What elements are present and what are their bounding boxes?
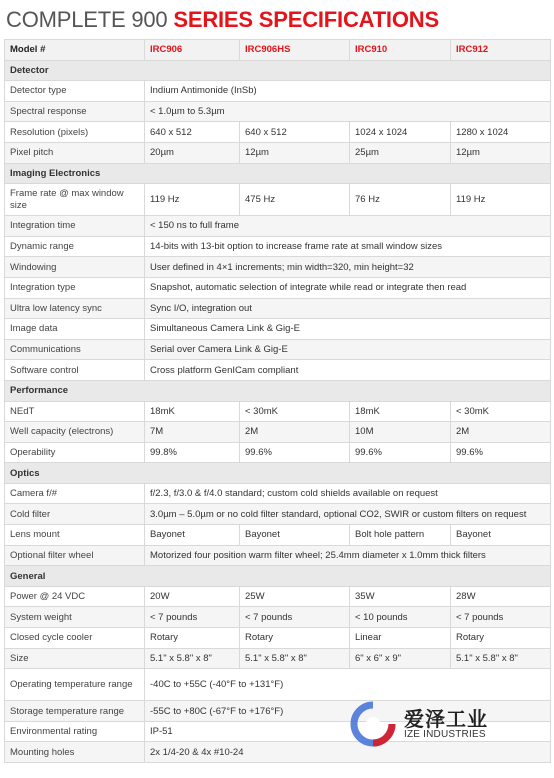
spec-value: 35W <box>350 586 451 607</box>
table-row <box>5 525 551 546</box>
row-label: System weight <box>5 607 145 628</box>
spec-value: 99.8% <box>145 442 240 463</box>
spec-value: 5.1" x 5.8" x 8" <box>145 648 240 669</box>
table-row <box>5 236 551 257</box>
spec-value: < 1.0µm to 5.3µm <box>145 101 551 122</box>
spec-value: 25W <box>240 586 350 607</box>
watermark-logo <box>344 697 554 757</box>
spec-value: -55C to +80C (-67°F to +176°F) <box>145 701 551 722</box>
table-row <box>5 142 551 163</box>
row-label: Storage temperature range <box>5 701 145 722</box>
spec-value: 10M <box>350 422 451 443</box>
spec-value: < 7 pounds <box>451 607 551 628</box>
table-row <box>5 504 551 525</box>
spec-value: 99.6% <box>350 442 451 463</box>
table-row <box>5 339 551 360</box>
table-row <box>5 628 551 649</box>
spec-value: 1024 x 1024 <box>350 122 451 143</box>
table-row <box>5 483 551 504</box>
section-header-row <box>5 380 551 401</box>
table-header-row <box>5 40 551 61</box>
row-label: Closed cycle cooler <box>5 628 145 649</box>
section-title: Detector <box>5 60 551 81</box>
row-label: Operating temperature range <box>5 669 145 701</box>
section-title: Imaging Electronics <box>5 163 551 184</box>
spec-value: 119 Hz <box>451 184 551 216</box>
spec-value: 2x 1/4-20 & 4x #10-24 <box>145 742 551 763</box>
spec-value: User defined in 4×1 increments; min width=320, min height=32 <box>145 257 551 278</box>
spec-value: IP-51 <box>145 721 551 742</box>
table-row <box>5 319 551 340</box>
table-row <box>5 184 551 216</box>
spec-table <box>4 39 551 763</box>
spec-value: 2M <box>240 422 350 443</box>
spec-value: Rotary <box>240 628 350 649</box>
section-title: Optics <box>5 463 551 484</box>
spec-value: 76 Hz <box>350 184 451 216</box>
spec-value: < 150 ns to full frame <box>145 216 551 237</box>
row-label: Integration type <box>5 277 145 298</box>
row-label: Image data <box>5 319 145 340</box>
spec-value: 6" x 6" x 9" <box>350 648 451 669</box>
spec-value: Bayonet <box>240 525 350 546</box>
spec-value: 640 x 512 <box>240 122 350 143</box>
spec-value: 1280 x 1024 <box>451 122 551 143</box>
spec-value: 3.0µm – 5.0µm or no cold filter standard, optional CO2, SWIR or custom filters on request <box>145 504 551 525</box>
row-label: Detector type <box>5 81 145 102</box>
spec-value: Cross platform GenICam compliant <box>145 360 551 381</box>
model-header-label: Model # <box>5 40 145 61</box>
spec-value: Indium Antimonide (InSb) <box>145 81 551 102</box>
spec-value: 640 x 512 <box>145 122 240 143</box>
row-label: Mounting holes <box>5 742 145 763</box>
spec-value: Bayonet <box>451 525 551 546</box>
table-row <box>5 277 551 298</box>
spec-value: 119 Hz <box>145 184 240 216</box>
spec-value: Rotary <box>451 628 551 649</box>
table-row <box>5 360 551 381</box>
spec-value: 20µm <box>145 142 240 163</box>
row-label: Windowing <box>5 257 145 278</box>
spec-value: Serial over Camera Link & Gig-E <box>145 339 551 360</box>
spec-value: 25µm <box>350 142 451 163</box>
spec-value: < 30mK <box>451 401 551 422</box>
spec-value: 12µm <box>240 142 350 163</box>
section-header-row <box>5 163 551 184</box>
page-title <box>6 4 439 36</box>
model-column-header: IRC910 <box>350 40 451 61</box>
section-header-row <box>5 60 551 81</box>
table-row <box>5 101 551 122</box>
title-emphasis: SERIES SPECIFICATIONS <box>173 7 439 32</box>
spec-value: Sync I/O, integration out <box>145 298 551 319</box>
row-label: Well capacity (electrons) <box>5 422 145 443</box>
row-label: Optional filter wheel <box>5 545 145 566</box>
spec-value: 20W <box>145 586 240 607</box>
spec-value: 14-bits with 13-bit option to increase frame rate at small window sizes <box>145 236 551 257</box>
table-row <box>5 607 551 628</box>
table-row <box>5 586 551 607</box>
table-row <box>5 422 551 443</box>
row-label: Ultra low latency sync <box>5 298 145 319</box>
section-header-row <box>5 463 551 484</box>
model-column-header: IRC906HS <box>240 40 350 61</box>
watermark-english-name: IZE INDUSTRIES <box>404 729 486 740</box>
spec-value: Snapshot, automatic selection of integrate while read or integrate then read <box>145 277 551 298</box>
table-row <box>5 257 551 278</box>
spec-value: 2M <box>451 422 551 443</box>
section-title: General <box>5 566 551 587</box>
table-row <box>5 648 551 669</box>
spec-value: 99.6% <box>451 442 551 463</box>
spec-value: Bolt hole pattern <box>350 525 451 546</box>
title-prefix: COMPLETE 900 <box>6 7 168 32</box>
spec-value: Bayonet <box>145 525 240 546</box>
row-label: Size <box>5 648 145 669</box>
spec-value: Motorized four position warm filter wheel; 25.4mm diameter x 1.0mm thick filters <box>145 545 551 566</box>
spec-value: 18mK <box>350 401 451 422</box>
spec-value: Linear <box>350 628 451 649</box>
table-row <box>5 401 551 422</box>
spec-value: < 7 pounds <box>145 607 240 628</box>
spec-value: 99.6% <box>240 442 350 463</box>
spec-value: < 7 pounds <box>240 607 350 628</box>
table-row <box>5 442 551 463</box>
table-row <box>5 669 551 701</box>
spec-value: Simultaneous Camera Link & Gig-E <box>145 319 551 340</box>
spec-value: 12µm <box>451 142 551 163</box>
table-row <box>5 216 551 237</box>
spec-value: Rotary <box>145 628 240 649</box>
spec-value: 18mK <box>145 401 240 422</box>
spec-value: < 30mK <box>240 401 350 422</box>
ize-logo-icon <box>350 701 396 747</box>
row-label: Lens mount <box>5 525 145 546</box>
table-row <box>5 81 551 102</box>
row-label: Resolution (pixels) <box>5 122 145 143</box>
watermark-chinese-name: 爱泽工业 <box>404 709 488 731</box>
spec-value: f/2.3, f/3.0 & f/4.0 standard; custom cold shields available on request <box>145 483 551 504</box>
row-label: Power @ 24 VDC <box>5 586 145 607</box>
row-label: Frame rate @ max window size <box>5 184 145 216</box>
row-label: Pixel pitch <box>5 142 145 163</box>
spec-value: 475 Hz <box>240 184 350 216</box>
spec-table-body <box>5 40 551 763</box>
model-column-header: IRC912 <box>451 40 551 61</box>
row-label: Cold filter <box>5 504 145 525</box>
table-row <box>5 122 551 143</box>
row-label: Communications <box>5 339 145 360</box>
row-label: NEdT <box>5 401 145 422</box>
row-label: Dynamic range <box>5 236 145 257</box>
row-label: Integration time <box>5 216 145 237</box>
spec-value: < 10 pounds <box>350 607 451 628</box>
model-column-header: IRC906 <box>145 40 240 61</box>
section-header-row <box>5 566 551 587</box>
row-label: Operability <box>5 442 145 463</box>
spec-value: -40C to +55C (-40°F to +131°F) <box>145 669 551 701</box>
row-label: Camera f/# <box>5 483 145 504</box>
spec-value: 5.1" x 5.8" x 8" <box>240 648 350 669</box>
row-label: Spectral response <box>5 101 145 122</box>
spec-value: 7M <box>145 422 240 443</box>
table-row <box>5 298 551 319</box>
row-label: Environmental rating <box>5 721 145 742</box>
table-row <box>5 545 551 566</box>
section-title: Performance <box>5 380 551 401</box>
spec-value: 28W <box>451 586 551 607</box>
spec-value: 5.1" x 5.8" x 8" <box>451 648 551 669</box>
row-label: Software control <box>5 360 145 381</box>
